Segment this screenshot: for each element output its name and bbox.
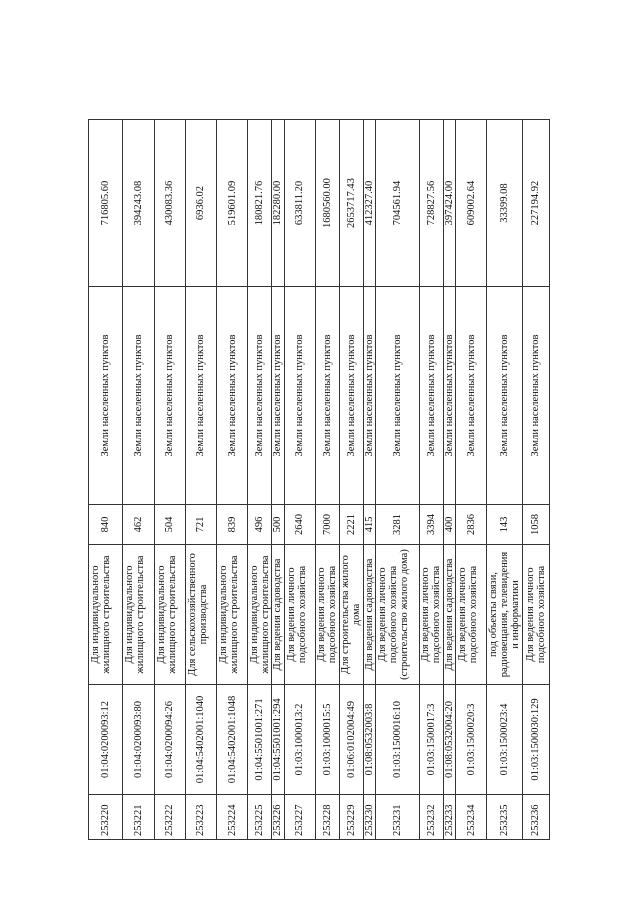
row-id-cell: 253225 — [248, 795, 272, 840]
land-category-cell: Земли населенных пунктов — [248, 287, 272, 505]
area-cell: 7000 — [315, 505, 339, 545]
land-category-cell: Земли населенных пунктов — [315, 287, 339, 505]
cadastral-value-cell: 397424.00 — [443, 120, 455, 287]
land-category-cell: Земли населенных пунктов — [443, 287, 455, 505]
land-category-cell: Земли населенных пунктов — [123, 287, 154, 505]
permitted-use-cell: Для ведения личного подсобного хозяйства — [284, 545, 315, 685]
row-id-cell: 253226 — [272, 795, 284, 840]
cadastral-value-cell: 609002.64 — [456, 120, 487, 287]
cadastral-number-cell: 01:04:0200093:80 — [123, 685, 154, 795]
land-category-cell: Земли населенных пунктов — [456, 287, 487, 505]
row-id-cell: 253230 — [363, 795, 375, 840]
permitted-use-cell: Для строительства жилого дома — [339, 545, 363, 685]
area-cell: 400 — [443, 505, 455, 545]
area-cell: 3394 — [419, 505, 443, 545]
cadastral-number-cell: 01:03:1500020:3 — [456, 685, 487, 795]
cadastral-number-cell: 01:04:0200093:12 — [89, 685, 123, 795]
cadastral-number-cell: 01:03:1000015:5 — [315, 685, 339, 795]
area-cell: 721 — [185, 505, 216, 545]
area-cell: 2221 — [339, 505, 363, 545]
land-category-cell: Земли населенных пунктов — [487, 287, 522, 505]
land-category-cell: Земли населенных пунктов — [272, 287, 284, 505]
row-id-cell: 253235 — [487, 795, 522, 840]
cadastral-number-cell: 01:08:0532004:20 — [443, 685, 455, 795]
row-id-cell: 253220 — [89, 795, 123, 840]
cadastral-value-cell: 394243.08 — [123, 120, 154, 287]
area-cell: 462 — [123, 505, 154, 545]
table-row — [456, 120, 487, 840]
table-row — [123, 120, 154, 840]
cadastral-number-cell: 01:03:1500023:4 — [487, 685, 522, 795]
cadastral-value-cell: 716805.60 — [89, 120, 123, 287]
cadastral-number-cell: 01:04:5501001:271 — [248, 685, 272, 795]
permitted-use-cell: Для ведения садоводства — [363, 545, 375, 685]
permitted-use-cell: Для индивидуального жилищного строительства — [154, 545, 185, 685]
area-cell: 3281 — [376, 505, 420, 545]
permitted-use-cell: под объекты связи, радиовещания, телевидения и информатики — [487, 545, 522, 685]
permitted-use-cell: Для ведения садоводства — [272, 545, 284, 685]
cadastral-value-cell: 227194.92 — [522, 120, 549, 287]
land-category-cell: Земли населенных пунктов — [419, 287, 443, 505]
land-valuation-table — [88, 119, 550, 840]
area-cell: 500 — [272, 505, 284, 545]
cadastral-value-cell: 704561.94 — [376, 120, 420, 287]
table-row — [487, 120, 522, 840]
row-id-cell: 253229 — [339, 795, 363, 840]
row-id-cell: 253236 — [522, 795, 549, 840]
area-cell: 840 — [89, 505, 123, 545]
table-row — [376, 120, 420, 840]
land-category-cell: Земли населенных пунктов — [154, 287, 185, 505]
area-cell: 496 — [248, 505, 272, 545]
table-row — [154, 120, 185, 840]
table-row — [89, 120, 123, 840]
cadastral-value-cell: 2653717.43 — [339, 120, 363, 287]
table-row — [248, 120, 272, 840]
cadastral-number-cell: 01:03:1500016:10 — [376, 685, 420, 795]
cadastral-number-cell: 01:03:1500017:3 — [419, 685, 443, 795]
row-id-cell: 253223 — [185, 795, 216, 840]
area-cell: 2640 — [284, 505, 315, 545]
table-row — [363, 120, 375, 840]
table-row — [522, 120, 549, 840]
permitted-use-cell: Для индивидуального жилищного строительства — [89, 545, 123, 685]
land-category-cell: Земли населенных пунктов — [522, 287, 549, 505]
cadastral-value-cell: 180821.76 — [248, 120, 272, 287]
cadastral-value-cell: 412327.40 — [363, 120, 375, 287]
cadastral-number-cell: 01:08:0532003:8 — [363, 685, 375, 795]
table-body — [89, 120, 550, 840]
land-category-cell: Земли населенных пунктов — [339, 287, 363, 505]
row-id-cell: 253228 — [315, 795, 339, 840]
permitted-use-cell: Для ведения личного подсобного хозяйства — [522, 545, 549, 685]
table-row — [284, 120, 315, 840]
cadastral-value-cell: 182280.00 — [272, 120, 284, 287]
table-row — [419, 120, 443, 840]
cadastral-value-cell: 728827.56 — [419, 120, 443, 287]
row-id-cell: 253224 — [216, 795, 247, 840]
cadastral-value-cell: 430083.36 — [154, 120, 185, 287]
land-category-cell: Земли населенных пунктов — [284, 287, 315, 505]
cadastral-number-cell: 01:04:5402001:1048 — [216, 685, 247, 795]
area-cell: 415 — [363, 505, 375, 545]
cadastral-number-cell: 01:04:5402001:1040 — [185, 685, 216, 795]
rotated-page — [88, 120, 550, 840]
area-cell: 143 — [487, 505, 522, 545]
table-row — [443, 120, 455, 840]
land-category-cell: Земли населенных пунктов — [216, 287, 247, 505]
table-row — [216, 120, 247, 840]
permitted-use-cell: Для индивидуального жилищного строительства — [123, 545, 154, 685]
row-id-cell: 253222 — [154, 795, 185, 840]
cadastral-value-cell: 1680560.00 — [315, 120, 339, 287]
land-category-cell: Земли населенных пунктов — [376, 287, 420, 505]
area-cell: 504 — [154, 505, 185, 545]
cadastral-number-cell: 01:03:1000013:2 — [284, 685, 315, 795]
cadastral-value-cell: 33399.08 — [487, 120, 522, 287]
permitted-use-cell: Для ведения личного подсобного хозяйства — [315, 545, 339, 685]
permitted-use-cell: Для индивидуального жилищного строительства — [216, 545, 247, 685]
permitted-use-cell: Для ведения личного подсобного хозяйства — [456, 545, 487, 685]
row-id-cell: 253231 — [376, 795, 420, 840]
land-category-cell: Земли населенных пунктов — [89, 287, 123, 505]
cadastral-number-cell: 01:04:5501001:294 — [272, 685, 284, 795]
row-id-cell: 253233 — [443, 795, 455, 840]
table-row — [185, 120, 216, 840]
cadastral-value-cell: 6936.02 — [185, 120, 216, 287]
cadastral-number-cell: 01:04:0200094:26 — [154, 685, 185, 795]
permitted-use-cell: Для ведения личного подсобного хозяйства — [419, 545, 443, 685]
permitted-use-cell: Для сельскохозяйственного производства — [185, 545, 216, 685]
permitted-use-cell: Для индивидуального жилищного строительства — [248, 545, 272, 685]
cadastral-number-cell: 01:06:0102004:49 — [339, 685, 363, 795]
area-cell: 839 — [216, 505, 247, 545]
area-cell: 2836 — [456, 505, 487, 545]
row-id-cell: 253227 — [284, 795, 315, 840]
cadastral-number-cell: 01:03:1500030:129 — [522, 685, 549, 795]
row-id-cell: 253234 — [456, 795, 487, 840]
table-row — [272, 120, 284, 840]
permitted-use-cell: Для ведения личного подсобного хозяйства (строительство жилого дома) — [376, 545, 420, 685]
land-category-cell: Земли населенных пунктов — [185, 287, 216, 505]
row-id-cell: 253232 — [419, 795, 443, 840]
table-row — [339, 120, 363, 840]
cadastral-value-cell: 633811.20 — [284, 120, 315, 287]
land-category-cell: Земли населенных пунктов — [363, 287, 375, 505]
table-row — [315, 120, 339, 840]
cadastral-value-cell: 519601.09 — [216, 120, 247, 287]
area-cell: 1058 — [522, 505, 549, 545]
permitted-use-cell: Для ведения садоводства — [443, 545, 455, 685]
row-id-cell: 253221 — [123, 795, 154, 840]
